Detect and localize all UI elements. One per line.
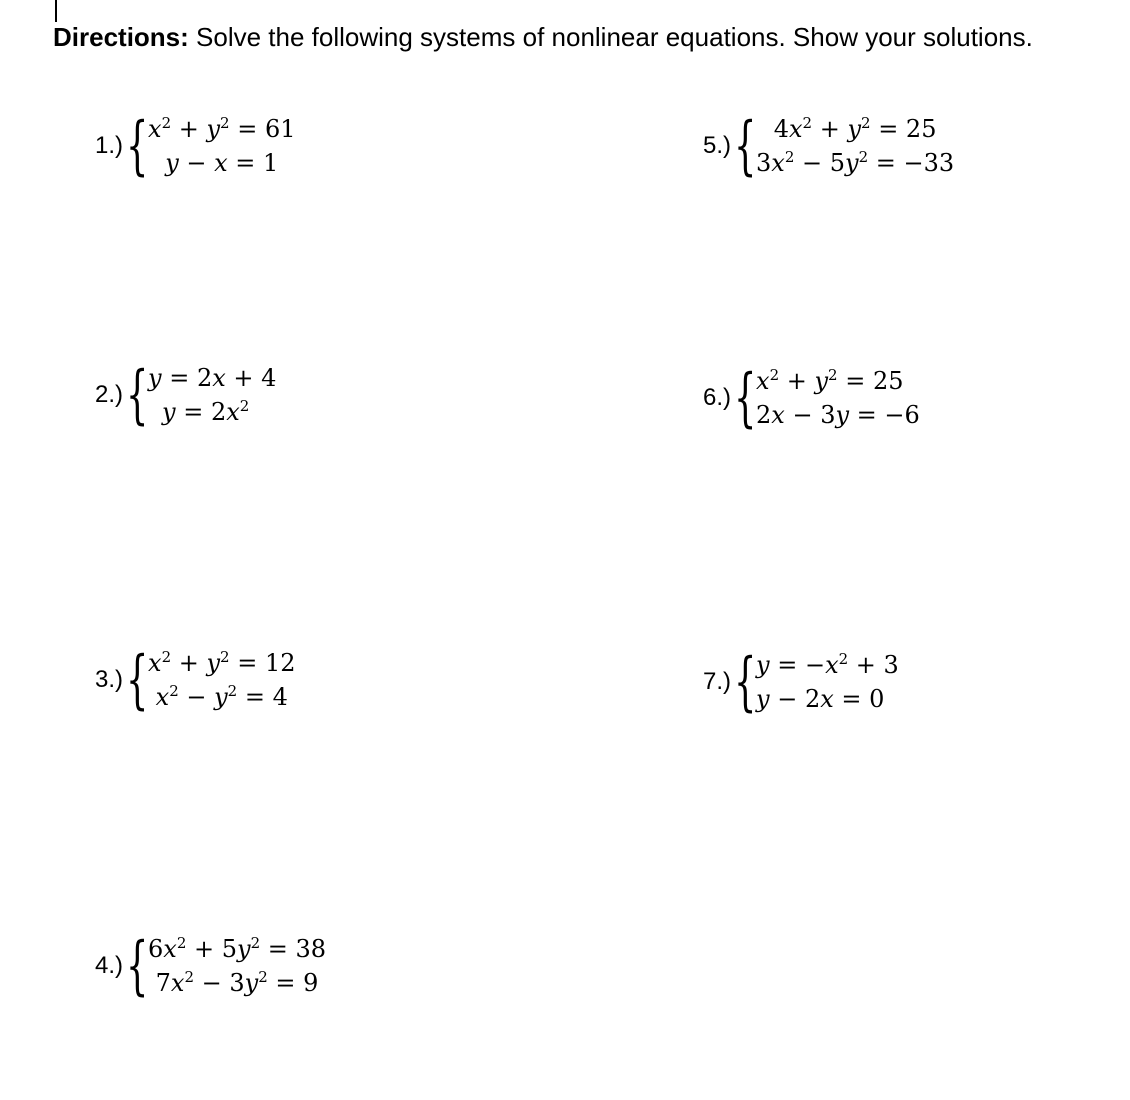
- problem-2: [95, 358, 277, 432]
- equation-2: $3x^2 - 5y^2 = -33$: [756, 148, 955, 177]
- equation-2: $7x^2 - 3y^2 = 9$: [155, 968, 319, 997]
- problem-number: 4.): [95, 952, 124, 979]
- problem-number: 3.): [95, 666, 124, 693]
- left-brace: {: [734, 361, 757, 435]
- equation-system: [756, 112, 954, 180]
- left-brace: {: [126, 109, 149, 183]
- problem-7: [703, 645, 899, 719]
- left-brace: {: [126, 929, 149, 1003]
- text-cursor: [55, 0, 57, 22]
- problem-3: [95, 643, 296, 717]
- equation-1: $y = -x^2 + 3$: [756, 650, 899, 679]
- equation-2: $x^2 - y^2 = 4$: [155, 682, 288, 711]
- equation-1: $6x^2 + 5y^2 = 38$: [148, 934, 327, 963]
- problem-number: 7.): [703, 668, 732, 695]
- left-brace: {: [126, 643, 149, 717]
- left-brace: {: [734, 645, 757, 719]
- equation-system: [756, 364, 920, 432]
- left-brace: {: [126, 358, 149, 432]
- directions-text: Solve the following systems of nonlinear equations. Show your solutions.: [188, 22, 1033, 52]
- equation-1: $x^2 + y^2 = 12$: [148, 648, 296, 677]
- problem-1: [95, 109, 296, 183]
- equation-system: [756, 648, 899, 716]
- equation-1: $x^2 + y^2 = 25$: [756, 366, 904, 395]
- directions-label: Directions:: [53, 22, 189, 52]
- problem-6: [703, 361, 920, 435]
- left-brace: {: [734, 109, 757, 183]
- problem-number: 5.): [703, 132, 732, 159]
- problem-number: 2.): [95, 381, 124, 408]
- equation-1: $x^2 + y^2 = 61$: [148, 114, 296, 143]
- directions-line: [53, 22, 1033, 53]
- equation-1: y = 2x + 4: [148, 364, 277, 392]
- equation-2: $y = 2x^2$: [162, 397, 250, 426]
- equation-system: [148, 646, 295, 714]
- equation-2: y − 2x = 0: [756, 685, 885, 713]
- equation-system: [148, 932, 326, 1000]
- problem-4: [95, 929, 327, 1003]
- problem-number: 6.): [703, 384, 732, 411]
- equation-2: y − x = 1: [165, 149, 279, 177]
- problem-number: 1.): [95, 132, 124, 159]
- problem-5: [703, 109, 955, 183]
- equation-system: [148, 112, 295, 180]
- equation-system: [148, 361, 276, 429]
- equation-1: $4x^2 + y^2 = 25$: [773, 114, 937, 143]
- equation-2: 2x − 3y = −6: [756, 401, 920, 429]
